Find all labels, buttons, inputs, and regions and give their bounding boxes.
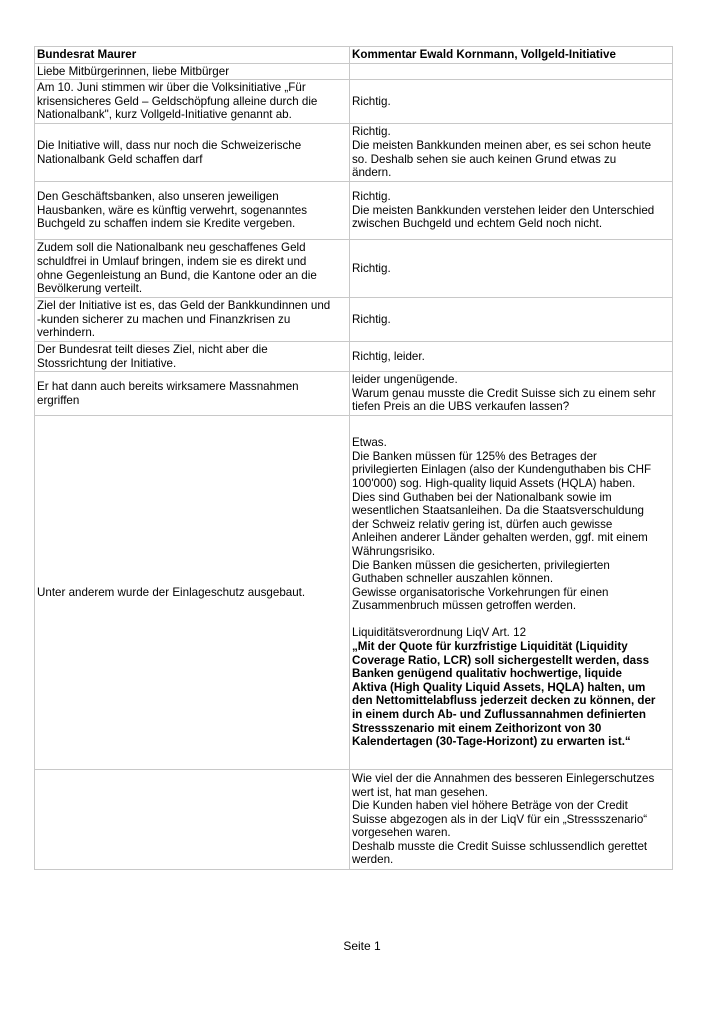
statement-line: schuldfrei in Umlauf bringen, indem sie es direkt und: [37, 254, 307, 268]
comment-line: wert ist, hat man gesehen.: [352, 785, 488, 799]
comment-line: ändern.: [352, 166, 392, 180]
maurer-statement-cell: [35, 80, 350, 124]
statement-line: Nationalbank Geld schaffen darf: [37, 152, 203, 166]
table-row: [35, 182, 673, 240]
statement-line: -kunden sicherer zu machen und Finanzkrisen zu: [37, 312, 291, 326]
comment-line: Richtig.: [352, 125, 391, 139]
comment-line: Suisse abgezogen als in der LiqV für ein „Stressszenario“: [352, 812, 648, 826]
table-row: [35, 372, 673, 416]
statement-line: krisensicheres Geld – Geldschöpfung alleine durch die: [37, 94, 318, 108]
maurer-statement-cell: [35, 416, 350, 770]
comment-line: Richtig, leider.: [352, 349, 425, 363]
statement-line: Am 10. Juni stimmen wir über die Volksinitiative „Für: [37, 81, 306, 95]
statement-line: Bevölkerung verteilt.: [37, 282, 143, 296]
table-header-row: [35, 47, 673, 64]
maurer-statement-cell: [35, 298, 350, 342]
maurer-statement-cell: [35, 240, 350, 298]
comment-line: vorgesehen waren.: [352, 826, 451, 840]
maurer-statement-cell: [35, 770, 350, 870]
comment-line: Die Banken müssen die gesicherten, privilegierten: [352, 558, 610, 572]
comment-line: Wie viel der die Annahmen des besseren Einlegerschutzes: [352, 771, 655, 785]
kornmann-comment-cell: [350, 182, 673, 240]
statement-line: Nationalbank", kurz Vollgeld-Initiative genannt ab.: [37, 108, 292, 122]
maurer-statement-cell: [35, 64, 350, 80]
comment-line: Guthaben schneller auszahlen können.: [352, 572, 554, 586]
regulation-quote-line: in einem durch Ab- und Zuflussannahmen definierten: [352, 708, 646, 722]
table-row: [35, 298, 673, 342]
comment-line: Richtig.: [352, 312, 391, 326]
comment-line: werden.: [352, 853, 394, 867]
table-row: [35, 770, 673, 870]
regulation-quote-line: „Mit der Quote für kurzfristige Liquidität (Liquidity: [352, 640, 628, 654]
statement-line: Ziel der Initiative ist es, das Geld der Bankkundinnen und: [37, 299, 331, 313]
paragraph-gap: [352, 613, 670, 627]
maurer-statement-cell: [35, 124, 350, 182]
comment-line: Richtig.: [352, 94, 391, 108]
comment-line: Anleihen anderer Länder gehalten werden, ggf. mit einem: [352, 531, 648, 545]
comment-line: Deshalb musste die Credit Suisse schlussendlich gerettet: [352, 839, 648, 853]
comparison-table: [34, 46, 673, 870]
regulation-quote-line: den Nettomittelabfluss jederzeit decken zu können, der: [352, 694, 656, 708]
regulation-quote-line: Coverage Ratio, LCR) soll sichergestellt werden, dass: [352, 653, 650, 667]
table-row: [35, 240, 673, 298]
comment-line: der Schweiz relativ gering ist, dürfen auch gewisse: [352, 517, 613, 531]
regulation-quote-line: Stressszenario mit einem Zeithorizont von 30: [352, 721, 602, 735]
kornmann-comment-cell: [350, 240, 673, 298]
statement-line: Liebe Mitbürgerinnen, liebe Mitbürger: [37, 64, 230, 78]
statement-line: ergriffen: [37, 393, 80, 407]
statement-line: Hausbanken, wäre es künftig verwehrt, sogenanntes: [37, 203, 308, 217]
statement-line: ohne Gegenleistung an Bund, die Kantone oder an die: [37, 268, 317, 282]
comment-line: Zusammenbruch müssen getroffen werden.: [352, 599, 577, 613]
statement-line: Zudem soll die Nationalbank neu geschaffenes Geld: [37, 241, 306, 255]
comment-line: Die Kunden haben viel höhere Beträge von der Credit: [352, 799, 628, 813]
kornmann-comment-cell: [350, 64, 673, 80]
page-footer: Seite 1: [343, 939, 381, 953]
regulation-reference: Liquiditätsverordnung LiqV Art. 12: [352, 626, 527, 640]
statement-line: Buchgeld zu schaffen indem sie Kredite vergeben.: [37, 217, 296, 231]
regulation-quote-line: Kalendertagen (30-Tage-Horizont) zu erwarten ist.“: [352, 735, 631, 749]
statement-line: Stossrichtung der Initiative.: [37, 356, 177, 370]
comment-line: zwischen Buchgeld und echtem Geld noch nicht.: [352, 217, 603, 231]
kornmann-comment-cell: [350, 342, 673, 372]
comment-line: privilegierten Einlagen (also der Kundenguthaben bis CHF: [352, 463, 652, 477]
statement-line: Den Geschäftsbanken, also unseren jeweiligen: [37, 190, 279, 204]
table-row: [35, 416, 673, 770]
comment-line: Die meisten Bankkunden verstehen leider den Unterschied: [352, 203, 655, 217]
maurer-statement-cell: [35, 182, 350, 240]
kornmann-comment-cell: [350, 124, 673, 182]
statement-line: Unter anderem wurde der Einlageschutz ausgebaut.: [37, 585, 306, 599]
comment-line: Gewisse organisatorische Vorkehrungen für einen: [352, 585, 609, 599]
statement-line: verhindern.: [37, 326, 96, 340]
comment-line: Richtig.: [352, 190, 391, 204]
comment-line: Etwas.: [352, 436, 387, 450]
maurer-statement-cell: [35, 372, 350, 416]
comment-line: Dies sind Guthaben bei der Nationalbank sowie im: [352, 490, 612, 504]
table-row: [35, 64, 673, 80]
comment-line: Währungsrisiko.: [352, 544, 436, 558]
kornmann-comment-cell: [350, 298, 673, 342]
kornmann-comment-cell: [350, 372, 673, 416]
kornmann-comment-cell: [350, 416, 673, 770]
statement-line: Die Initiative will, dass nur noch die Schweizerische: [37, 138, 302, 152]
comment-line: Richtig.: [352, 261, 391, 275]
regulation-quote-line: Aktiva (High Quality Liquid Assets, HQLA) halten, um: [352, 680, 646, 694]
comment-line: Warum genau musste die Credit Suisse sich zu einem sehr: [352, 386, 656, 400]
kornmann-comment-cell: [350, 770, 673, 870]
comment-line: so. Deshalb sehen sie auch keinen Grund etwas zu: [352, 152, 617, 166]
statement-line: Der Bundesrat teilt dieses Ziel, nicht aber die: [37, 342, 268, 356]
header-left: Bundesrat Maurer: [35, 47, 350, 64]
comment-line: leider ungenügende.: [352, 373, 458, 387]
kornmann-comment-cell: [350, 80, 673, 124]
table-row: [35, 342, 673, 372]
comment-line: Die meisten Bankkunden meinen aber, es sei schon heute: [352, 138, 652, 152]
table-row: [35, 124, 673, 182]
table-row: [35, 80, 673, 124]
comment-line: wesentlichen Staatsanleihen. Da die Staatsverschuldung: [352, 504, 644, 518]
regulation-quote-line: Banken genügend qualitativ hochwertige, liquide: [352, 667, 622, 681]
maurer-statement-cell: [35, 342, 350, 372]
comment-line: tiefen Preis an die UBS verkaufen lassen?: [352, 400, 570, 414]
comment-line: 100'000) sog. High-quality liquid Assets (HQLA) haben.: [352, 476, 636, 490]
comment-line: Die Banken müssen für 125% des Betrages der: [352, 449, 597, 463]
statement-line: Er hat dann auch bereits wirksamere Massnahmen: [37, 379, 299, 393]
header-right: Kommentar Ewald Kornmann, Vollgeld-Initiative: [350, 47, 673, 64]
